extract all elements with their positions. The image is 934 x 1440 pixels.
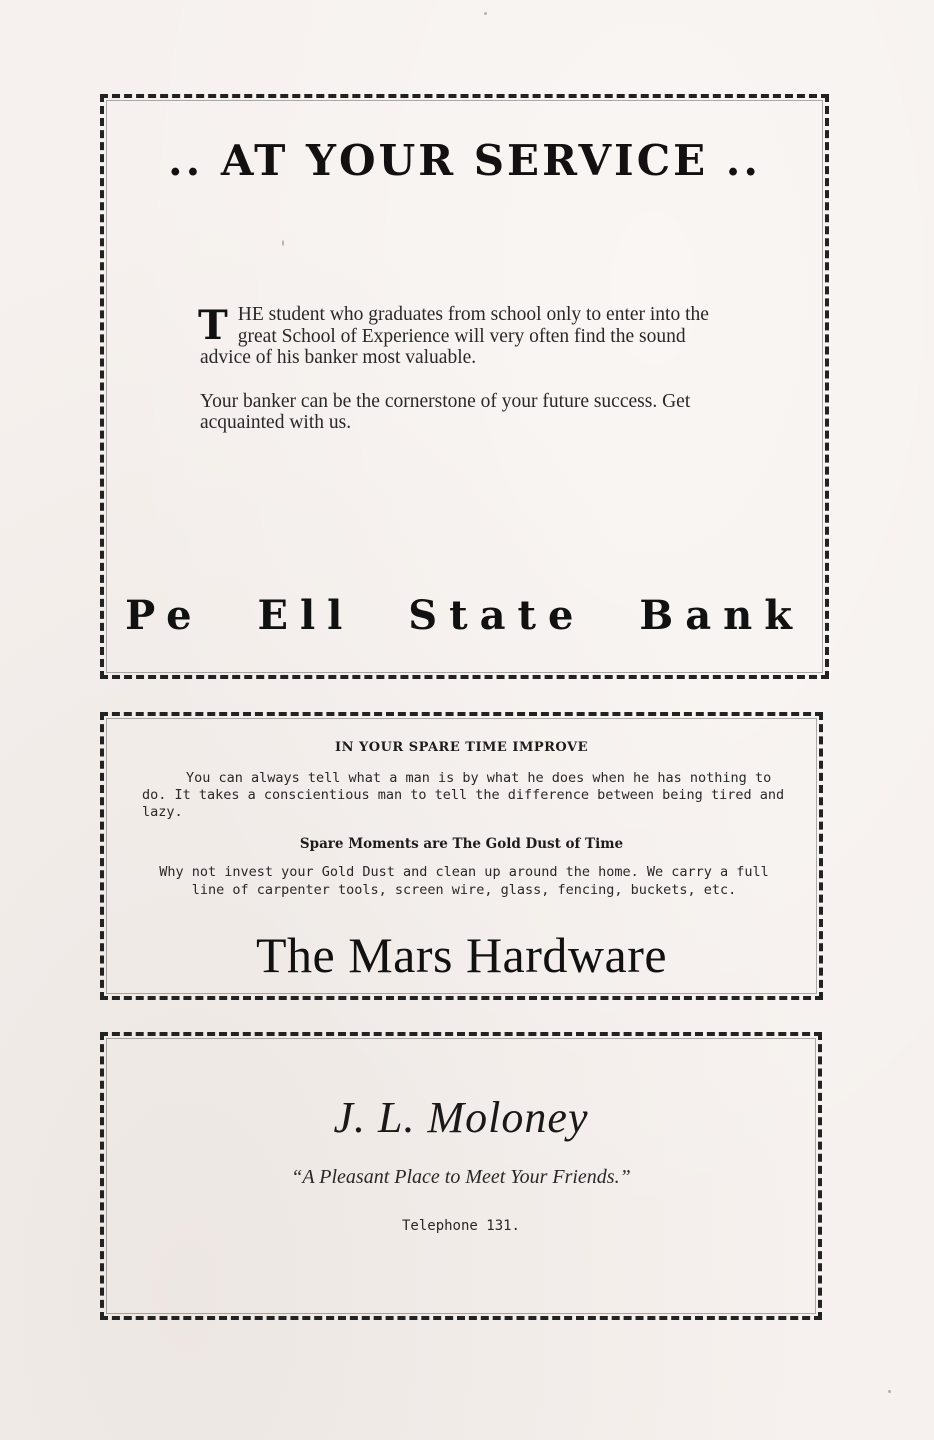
hardware-subheadline: Spare Moments are The Gold Dust of Time (299, 836, 624, 852)
drop-cap: T (198, 302, 228, 349)
hardware-advertisement (100, 712, 823, 1000)
moloney-slogan: “A Pleasant Place to Meet Your Friends.” (291, 1166, 631, 1188)
hardware-business-name: The Mars Hardware (255, 927, 668, 983)
moloney-advertisement (100, 1032, 822, 1320)
paper-speck (484, 12, 487, 15)
hardware-paragraph-2: Why not invest your Gold Dust and clean up around the home. We carry a full line of carpenter tools, screen wire, glass, fencing, buckets, etc. (159, 864, 769, 898)
bank-advertisement (100, 94, 829, 679)
bank-paragraph-1 (200, 304, 732, 369)
hardware-headline: IN YOUR SPARE TIME IMPROVE (334, 740, 589, 755)
bank-headline: .. AT YOUR SERVICE .. (167, 136, 762, 185)
paper-speck (888, 1390, 891, 1393)
bank-paragraph-1-text: HE student who graduates from school only to enter into the great School of Experience will very often find the sound advice of his banker most valuable. (200, 304, 709, 368)
bank-business-name: Pe Ell State Bank (125, 592, 804, 639)
hardware-paragraph-1 (142, 770, 798, 821)
moloney-business-name: J. L. Moloney (333, 1093, 589, 1142)
moloney-telephone: Telephone 131. (401, 1218, 520, 1234)
bank-body-text (200, 304, 732, 434)
hardware-paragraph-1-text: You can always tell what a man is by what he does when he has nothing to do. It takes a conscientious man to tell the difference between being tired and lazy. (142, 770, 785, 820)
bank-paragraph-2: Your banker can be the cornerstone of your future success. Get acquainted with us. (200, 390, 691, 433)
